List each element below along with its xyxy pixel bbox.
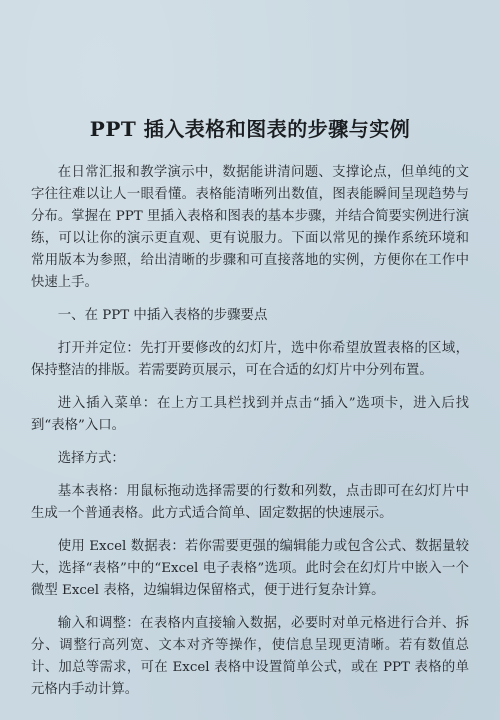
step-menu-paragraph: 进入插入菜单：在上方工具栏找到并点击“插入”选项卡，进入后找到“表格”入口。 [31,396,469,433]
methods-label: 选择方式： [57,451,125,466]
step-open-paragraph: 打开并定位：先打开要修改的幻灯片，选中你希望放置表格的区域，保持整洁的排版。若需要跨页展示，可在合适的幻灯片中分列布置。 [31,341,469,378]
intro-paragraph: 在日常汇报和教学演示中，数据能讲清问题、支撑论点，但单纯的文字往往难以让人一眼看懂。表格能清晰列出数值，图表能瞬间呈现趋势与分布。掌握在 PPT 里插入表格和图表的基本步骤，并结合简要实例进行演练，可以让你的演示更直观、更有说服力。下面以常见的操作系统环境和常用版本为参照，给出清晰的步骤和可直接落地的实例，方便你在工作中快速上手。 [31,165,469,290]
document-title: PPT 插入表格和图表的步骤与实例 [89,117,411,141]
method-basic-paragraph: 基本表格：用鼠标拖动选择需要的行数和列数，点击即可在幻灯片中生成一个普通表格。此方式适合简单、固定数据的快速展示。 [31,484,469,521]
section-heading: 一、在 PPT 中插入表格的步骤要点 [57,308,268,323]
step-adjust-paragraph: 输入和调整：在表格内直接输入数据，必要时对单元格进行合并、拆分、调整行高列宽、文本对齐等操作，使信息呈现更清晰。若有数值总计、加总等需求，可在 Excel 表格中设置简单公式，或在 PPT 表格的单元格内手动计算。 [31,616,469,697]
method-excel-paragraph: 使用 Excel 数据表：若你需要更强的编辑能力或包含公式、数据量较大，选择“表格”中的“Excel 电子表格”选项。此时会在幻灯片中嵌入一个微型 Excel 表格，边编辑边保留格式，便于进行复杂计算。 [31,539,469,598]
